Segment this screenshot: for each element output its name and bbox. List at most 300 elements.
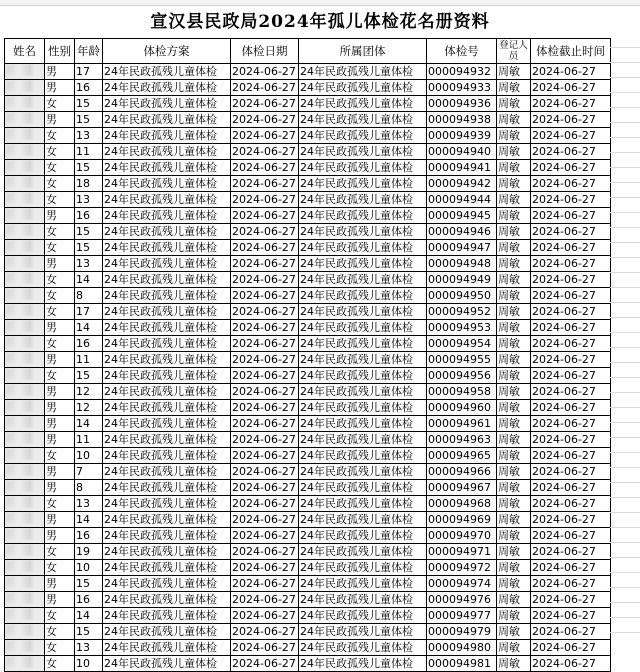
cell-age[interactable]: 7 [75, 464, 103, 480]
cell-name-redacted[interactable] [5, 64, 45, 80]
cell-age[interactable]: 8 [75, 480, 103, 496]
cell-group[interactable]: 24年民政孤残儿童体检 [299, 192, 427, 208]
cell-gender[interactable]: 男 [45, 112, 75, 128]
cell-staff[interactable]: 周敏 [497, 592, 531, 608]
cell-date[interactable]: 2024-06-27 [231, 208, 299, 224]
cell-name-redacted[interactable] [5, 512, 45, 528]
cell-staff[interactable]: 周敏 [497, 160, 531, 176]
cell-gender[interactable]: 女 [45, 224, 75, 240]
header-gender[interactable]: 性别 [45, 39, 75, 64]
cell-name-redacted[interactable] [5, 176, 45, 192]
cell-group[interactable]: 24年民政孤残儿童体检 [299, 288, 427, 304]
cell-group[interactable]: 24年民政孤残儿童体检 [299, 272, 427, 288]
cell-deadline[interactable]: 2024-06-27 [531, 384, 611, 400]
cell-group[interactable]: 24年民政孤残儿童体检 [299, 464, 427, 480]
cell-plan[interactable]: 24年民政孤残儿童体检 [103, 592, 231, 608]
cell-name-redacted[interactable] [5, 80, 45, 96]
cell-plan[interactable]: 24年民政孤残儿童体检 [103, 64, 231, 80]
cell-exam-id[interactable]: 000094981 [427, 656, 497, 672]
cell-age[interactable]: 19 [75, 544, 103, 560]
cell-group[interactable]: 24年民政孤残儿童体检 [299, 416, 427, 432]
cell-deadline[interactable]: 2024-06-27 [531, 288, 611, 304]
cell-plan[interactable]: 24年民政孤残儿童体检 [103, 192, 231, 208]
cell-date[interactable]: 2024-06-27 [231, 112, 299, 128]
cell-plan[interactable]: 24年民政孤残儿童体检 [103, 624, 231, 640]
cell-age[interactable]: 15 [75, 240, 103, 256]
cell-exam-id[interactable]: 000094942 [427, 176, 497, 192]
cell-name-redacted[interactable] [5, 656, 45, 672]
cell-date[interactable]: 2024-06-27 [231, 624, 299, 640]
cell-date[interactable]: 2024-06-27 [231, 656, 299, 672]
cell-plan[interactable]: 24年民政孤残儿童体检 [103, 336, 231, 352]
cell-name-redacted[interactable] [5, 608, 45, 624]
cell-date[interactable]: 2024-06-27 [231, 400, 299, 416]
cell-age[interactable]: 14 [75, 512, 103, 528]
cell-age[interactable]: 15 [75, 624, 103, 640]
cell-gender[interactable]: 女 [45, 448, 75, 464]
header-deadline[interactable]: 体检截止时间 [531, 39, 611, 64]
cell-age[interactable]: 16 [75, 80, 103, 96]
cell-staff[interactable]: 周敏 [497, 64, 531, 80]
header-name[interactable]: 姓名 [5, 39, 45, 64]
cell-deadline[interactable]: 2024-06-27 [531, 304, 611, 320]
cell-deadline[interactable]: 2024-06-27 [531, 400, 611, 416]
cell-name-redacted[interactable] [5, 528, 45, 544]
cell-exam-id[interactable]: 000094966 [427, 464, 497, 480]
cell-age[interactable]: 8 [75, 288, 103, 304]
cell-gender[interactable]: 男 [45, 320, 75, 336]
cell-plan[interactable]: 24年民政孤残儿童体检 [103, 576, 231, 592]
cell-date[interactable]: 2024-06-27 [231, 64, 299, 80]
cell-deadline[interactable]: 2024-06-27 [531, 448, 611, 464]
cell-group[interactable]: 24年民政孤残儿童体检 [299, 160, 427, 176]
cell-gender[interactable]: 男 [45, 576, 75, 592]
cell-group[interactable]: 24年民政孤残儿童体检 [299, 480, 427, 496]
cell-deadline[interactable]: 2024-06-27 [531, 336, 611, 352]
cell-age[interactable]: 11 [75, 432, 103, 448]
cell-group[interactable]: 24年民政孤残儿童体检 [299, 560, 427, 576]
cell-date[interactable]: 2024-06-27 [231, 352, 299, 368]
cell-exam-id[interactable]: 000094956 [427, 368, 497, 384]
cell-group[interactable]: 24年民政孤残儿童体检 [299, 112, 427, 128]
cell-name-redacted[interactable] [5, 544, 45, 560]
cell-staff[interactable]: 周敏 [497, 128, 531, 144]
cell-plan[interactable]: 24年民政孤残儿童体检 [103, 272, 231, 288]
cell-group[interactable]: 24年民政孤残儿童体检 [299, 96, 427, 112]
cell-staff[interactable]: 周敏 [497, 496, 531, 512]
cell-age[interactable]: 16 [75, 528, 103, 544]
cell-age[interactable]: 15 [75, 112, 103, 128]
cell-gender[interactable]: 女 [45, 144, 75, 160]
cell-exam-id[interactable]: 000094965 [427, 448, 497, 464]
cell-age[interactable]: 13 [75, 192, 103, 208]
cell-group[interactable]: 24年民政孤残儿童体检 [299, 608, 427, 624]
cell-date[interactable]: 2024-06-27 [231, 256, 299, 272]
cell-staff[interactable]: 周敏 [497, 288, 531, 304]
cell-date[interactable]: 2024-06-27 [231, 368, 299, 384]
cell-exam-id[interactable]: 000094936 [427, 96, 497, 112]
cell-exam-id[interactable]: 000094933 [427, 80, 497, 96]
cell-deadline[interactable]: 2024-06-27 [531, 80, 611, 96]
cell-exam-id[interactable]: 000094968 [427, 496, 497, 512]
cell-name-redacted[interactable] [5, 288, 45, 304]
cell-plan[interactable]: 24年民政孤残儿童体检 [103, 224, 231, 240]
cell-deadline[interactable]: 2024-06-27 [531, 656, 611, 672]
cell-exam-id[interactable]: 000094976 [427, 592, 497, 608]
cell-deadline[interactable]: 2024-06-27 [531, 96, 611, 112]
cell-age[interactable]: 15 [75, 576, 103, 592]
cell-exam-id[interactable]: 000094958 [427, 384, 497, 400]
cell-deadline[interactable]: 2024-06-27 [531, 240, 611, 256]
cell-deadline[interactable]: 2024-06-27 [531, 464, 611, 480]
cell-deadline[interactable]: 2024-06-27 [531, 160, 611, 176]
cell-exam-id[interactable]: 000094952 [427, 304, 497, 320]
cell-staff[interactable]: 周敏 [497, 384, 531, 400]
cell-gender[interactable]: 男 [45, 80, 75, 96]
cell-deadline[interactable]: 2024-06-27 [531, 352, 611, 368]
cell-age[interactable]: 12 [75, 384, 103, 400]
cell-plan[interactable]: 24年民政孤残儿童体检 [103, 256, 231, 272]
cell-exam-id[interactable]: 000094980 [427, 640, 497, 656]
cell-plan[interactable]: 24年民政孤残儿童体检 [103, 80, 231, 96]
cell-exam-id[interactable]: 000094947 [427, 240, 497, 256]
cell-group[interactable]: 24年民政孤残儿童体检 [299, 640, 427, 656]
cell-date[interactable]: 2024-06-27 [231, 496, 299, 512]
cell-gender[interactable]: 女 [45, 96, 75, 112]
cell-staff[interactable]: 周敏 [497, 432, 531, 448]
cell-age[interactable]: 10 [75, 656, 103, 672]
cell-staff[interactable]: 周敏 [497, 640, 531, 656]
cell-age[interactable]: 15 [75, 368, 103, 384]
cell-date[interactable]: 2024-06-27 [231, 272, 299, 288]
cell-group[interactable]: 24年民政孤残儿童体检 [299, 176, 427, 192]
cell-group[interactable]: 24年民政孤残儿童体检 [299, 128, 427, 144]
cell-plan[interactable]: 24年民政孤残儿童体检 [103, 368, 231, 384]
cell-group[interactable]: 24年民政孤残儿童体检 [299, 256, 427, 272]
cell-plan[interactable]: 24年民政孤残儿童体检 [103, 144, 231, 160]
cell-gender[interactable]: 男 [45, 416, 75, 432]
cell-deadline[interactable]: 2024-06-27 [531, 640, 611, 656]
cell-name-redacted[interactable] [5, 592, 45, 608]
cell-name-redacted[interactable] [5, 352, 45, 368]
cell-deadline[interactable]: 2024-06-27 [531, 608, 611, 624]
cell-exam-id[interactable]: 000094948 [427, 256, 497, 272]
cell-group[interactable]: 24年民政孤残儿童体检 [299, 432, 427, 448]
cell-group[interactable]: 24年民政孤残儿童体检 [299, 224, 427, 240]
cell-age[interactable]: 13 [75, 256, 103, 272]
cell-plan[interactable]: 24年民政孤残儿童体检 [103, 528, 231, 544]
cell-name-redacted[interactable] [5, 464, 45, 480]
cell-exam-id[interactable]: 000094940 [427, 144, 497, 160]
cell-group[interactable]: 24年民政孤残儿童体检 [299, 64, 427, 80]
cell-gender[interactable]: 女 [45, 288, 75, 304]
cell-plan[interactable]: 24年民政孤残儿童体检 [103, 320, 231, 336]
cell-gender[interactable]: 男 [45, 464, 75, 480]
cell-group[interactable]: 24年民政孤残儿童体检 [299, 304, 427, 320]
cell-gender[interactable]: 男 [45, 432, 75, 448]
cell-gender[interactable]: 女 [45, 656, 75, 672]
cell-exam-id[interactable]: 000094972 [427, 560, 497, 576]
cell-staff[interactable]: 周敏 [497, 80, 531, 96]
cell-date[interactable]: 2024-06-27 [231, 384, 299, 400]
cell-gender[interactable]: 女 [45, 272, 75, 288]
header-age[interactable]: 年龄 [75, 39, 103, 64]
cell-exam-id[interactable]: 000094967 [427, 480, 497, 496]
cell-date[interactable]: 2024-06-27 [231, 160, 299, 176]
cell-staff[interactable]: 周敏 [497, 400, 531, 416]
cell-date[interactable]: 2024-06-27 [231, 416, 299, 432]
cell-exam-id[interactable]: 000094945 [427, 208, 497, 224]
cell-plan[interactable]: 24年民政孤残儿童体检 [103, 432, 231, 448]
cell-deadline[interactable]: 2024-06-27 [531, 416, 611, 432]
cell-name-redacted[interactable] [5, 432, 45, 448]
cell-plan[interactable]: 24年民政孤残儿童体检 [103, 96, 231, 112]
cell-gender[interactable]: 女 [45, 160, 75, 176]
cell-staff[interactable]: 周敏 [497, 320, 531, 336]
cell-name-redacted[interactable] [5, 96, 45, 112]
cell-plan[interactable]: 24年民政孤残儿童体检 [103, 304, 231, 320]
cell-date[interactable]: 2024-06-27 [231, 96, 299, 112]
cell-age[interactable]: 14 [75, 320, 103, 336]
cell-date[interactable]: 2024-06-27 [231, 224, 299, 240]
cell-exam-id[interactable]: 000094961 [427, 416, 497, 432]
cell-gender[interactable]: 女 [45, 128, 75, 144]
cell-group[interactable]: 24年民政孤残儿童体检 [299, 336, 427, 352]
cell-group[interactable]: 24年民政孤残儿童体检 [299, 80, 427, 96]
cell-deadline[interactable]: 2024-06-27 [531, 320, 611, 336]
cell-date[interactable]: 2024-06-27 [231, 336, 299, 352]
cell-plan[interactable]: 24年民政孤残儿童体检 [103, 544, 231, 560]
cell-plan[interactable]: 24年民政孤残儿童体检 [103, 288, 231, 304]
cell-age[interactable]: 14 [75, 608, 103, 624]
cell-age[interactable]: 18 [75, 176, 103, 192]
cell-date[interactable]: 2024-06-27 [231, 480, 299, 496]
cell-plan[interactable]: 24年民政孤残儿童体检 [103, 448, 231, 464]
header-date[interactable]: 体检日期 [231, 39, 299, 64]
cell-deadline[interactable]: 2024-06-27 [531, 128, 611, 144]
cell-name-redacted[interactable] [5, 576, 45, 592]
cell-exam-id[interactable]: 000094971 [427, 544, 497, 560]
cell-age[interactable]: 15 [75, 96, 103, 112]
cell-staff[interactable]: 周敏 [497, 208, 531, 224]
cell-staff[interactable]: 周敏 [497, 368, 531, 384]
cell-gender[interactable]: 男 [45, 352, 75, 368]
cell-group[interactable]: 24年民政孤残儿童体检 [299, 208, 427, 224]
cell-exam-id[interactable]: 000094979 [427, 624, 497, 640]
cell-staff[interactable]: 周敏 [497, 480, 531, 496]
cell-staff[interactable]: 周敏 [497, 624, 531, 640]
cell-date[interactable]: 2024-06-27 [231, 464, 299, 480]
cell-exam-id[interactable]: 000094939 [427, 128, 497, 144]
cell-age[interactable]: 13 [75, 128, 103, 144]
cell-deadline[interactable]: 2024-06-27 [531, 432, 611, 448]
cell-exam-id[interactable]: 000094950 [427, 288, 497, 304]
cell-date[interactable]: 2024-06-27 [231, 576, 299, 592]
cell-exam-id[interactable]: 000094944 [427, 192, 497, 208]
cell-exam-id[interactable]: 000094946 [427, 224, 497, 240]
cell-name-redacted[interactable] [5, 272, 45, 288]
cell-exam-id[interactable]: 000094954 [427, 336, 497, 352]
cell-group[interactable]: 24年民政孤残儿童体检 [299, 448, 427, 464]
cell-deadline[interactable]: 2024-06-27 [531, 368, 611, 384]
cell-plan[interactable]: 24年民政孤残儿童体检 [103, 416, 231, 432]
cell-date[interactable]: 2024-06-27 [231, 192, 299, 208]
cell-name-redacted[interactable] [5, 112, 45, 128]
cell-deadline[interactable]: 2024-06-27 [531, 64, 611, 80]
cell-gender[interactable]: 男 [45, 592, 75, 608]
cell-deadline[interactable]: 2024-06-27 [531, 576, 611, 592]
cell-staff[interactable]: 周敏 [497, 528, 531, 544]
cell-deadline[interactable]: 2024-06-27 [531, 208, 611, 224]
cell-staff[interactable]: 周敏 [497, 96, 531, 112]
cell-name-redacted[interactable] [5, 368, 45, 384]
cell-deadline[interactable]: 2024-06-27 [531, 592, 611, 608]
cell-deadline[interactable]: 2024-06-27 [531, 512, 611, 528]
cell-staff[interactable]: 周敏 [497, 544, 531, 560]
cell-deadline[interactable]: 2024-06-27 [531, 224, 611, 240]
cell-staff[interactable]: 周敏 [497, 176, 531, 192]
cell-deadline[interactable]: 2024-06-27 [531, 112, 611, 128]
cell-deadline[interactable]: 2024-06-27 [531, 176, 611, 192]
cell-age[interactable]: 16 [75, 592, 103, 608]
cell-plan[interactable]: 24年民政孤残儿童体检 [103, 464, 231, 480]
cell-plan[interactable]: 24年民政孤残儿童体检 [103, 560, 231, 576]
cell-staff[interactable]: 周敏 [497, 304, 531, 320]
cell-gender[interactable]: 男 [45, 384, 75, 400]
cell-date[interactable]: 2024-06-27 [231, 528, 299, 544]
cell-date[interactable]: 2024-06-27 [231, 608, 299, 624]
cell-group[interactable]: 24年民政孤残儿童体检 [299, 144, 427, 160]
cell-plan[interactable]: 24年民政孤残儿童体检 [103, 112, 231, 128]
cell-group[interactable]: 24年民政孤残儿童体检 [299, 320, 427, 336]
cell-staff[interactable]: 周敏 [497, 560, 531, 576]
cell-deadline[interactable]: 2024-06-27 [531, 144, 611, 160]
cell-deadline[interactable]: 2024-06-27 [531, 544, 611, 560]
cell-plan[interactable]: 24年民政孤残儿童体检 [103, 656, 231, 672]
cell-plan[interactable]: 24年民政孤残儿童体检 [103, 208, 231, 224]
cell-name-redacted[interactable] [5, 560, 45, 576]
cell-plan[interactable]: 24年民政孤残儿童体检 [103, 640, 231, 656]
cell-date[interactable]: 2024-06-27 [231, 432, 299, 448]
cell-group[interactable]: 24年民政孤残儿童体检 [299, 384, 427, 400]
cell-name-redacted[interactable] [5, 640, 45, 656]
cell-gender[interactable]: 女 [45, 640, 75, 656]
cell-group[interactable]: 24年民政孤残儿童体检 [299, 592, 427, 608]
cell-name-redacted[interactable] [5, 336, 45, 352]
cell-gender[interactable]: 女 [45, 544, 75, 560]
cell-gender[interactable]: 男 [45, 208, 75, 224]
cell-plan[interactable]: 24年民政孤残儿童体检 [103, 240, 231, 256]
cell-staff[interactable]: 周敏 [497, 656, 531, 672]
cell-plan[interactable]: 24年民政孤残儿童体检 [103, 384, 231, 400]
cell-gender[interactable]: 女 [45, 304, 75, 320]
cell-date[interactable]: 2024-06-27 [231, 592, 299, 608]
cell-plan[interactable]: 24年民政孤残儿童体检 [103, 496, 231, 512]
cell-name-redacted[interactable] [5, 304, 45, 320]
cell-group[interactable]: 24年民政孤残儿童体检 [299, 352, 427, 368]
cell-plan[interactable]: 24年民政孤残儿童体检 [103, 176, 231, 192]
cell-date[interactable]: 2024-06-27 [231, 288, 299, 304]
cell-exam-id[interactable]: 000094970 [427, 528, 497, 544]
cell-age[interactable]: 11 [75, 144, 103, 160]
cell-deadline[interactable]: 2024-06-27 [531, 496, 611, 512]
cell-deadline[interactable]: 2024-06-27 [531, 256, 611, 272]
cell-age[interactable]: 10 [75, 448, 103, 464]
cell-group[interactable]: 24年民政孤残儿童体检 [299, 400, 427, 416]
cell-name-redacted[interactable] [5, 208, 45, 224]
cell-gender[interactable]: 男 [45, 400, 75, 416]
cell-age[interactable]: 16 [75, 336, 103, 352]
cell-age[interactable]: 13 [75, 640, 103, 656]
cell-plan[interactable]: 24年民政孤残儿童体检 [103, 512, 231, 528]
cell-staff[interactable]: 周敏 [497, 192, 531, 208]
cell-gender[interactable]: 女 [45, 240, 75, 256]
cell-date[interactable]: 2024-06-27 [231, 240, 299, 256]
cell-deadline[interactable]: 2024-06-27 [531, 624, 611, 640]
cell-name-redacted[interactable] [5, 624, 45, 640]
cell-deadline[interactable]: 2024-06-27 [531, 528, 611, 544]
cell-exam-id[interactable]: 000094974 [427, 576, 497, 592]
cell-date[interactable]: 2024-06-27 [231, 80, 299, 96]
header-exam-id[interactable]: 体检号 [427, 39, 497, 64]
cell-group[interactable]: 24年民政孤残儿童体检 [299, 512, 427, 528]
cell-staff[interactable]: 周敏 [497, 144, 531, 160]
cell-gender[interactable]: 女 [45, 624, 75, 640]
cell-staff[interactable]: 周敏 [497, 256, 531, 272]
cell-gender[interactable]: 男 [45, 64, 75, 80]
cell-gender[interactable]: 男 [45, 256, 75, 272]
cell-group[interactable]: 24年民政孤残儿童体检 [299, 368, 427, 384]
cell-name-redacted[interactable] [5, 480, 45, 496]
cell-exam-id[interactable]: 000094953 [427, 320, 497, 336]
cell-staff[interactable]: 周敏 [497, 272, 531, 288]
cell-gender[interactable]: 女 [45, 192, 75, 208]
cell-deadline[interactable]: 2024-06-27 [531, 272, 611, 288]
header-staff[interactable]: 登记人员 [497, 39, 531, 64]
cell-deadline[interactable]: 2024-06-27 [531, 560, 611, 576]
cell-exam-id[interactable]: 000094949 [427, 272, 497, 288]
cell-exam-id[interactable]: 000094932 [427, 64, 497, 80]
cell-gender[interactable]: 男 [45, 480, 75, 496]
cell-age[interactable]: 13 [75, 496, 103, 512]
cell-age[interactable]: 11 [75, 352, 103, 368]
cell-gender[interactable]: 男 [45, 512, 75, 528]
cell-plan[interactable]: 24年民政孤残儿童体检 [103, 400, 231, 416]
cell-date[interactable]: 2024-06-27 [231, 128, 299, 144]
cell-plan[interactable]: 24年民政孤残儿童体检 [103, 160, 231, 176]
cell-name-redacted[interactable] [5, 240, 45, 256]
cell-age[interactable]: 14 [75, 272, 103, 288]
cell-name-redacted[interactable] [5, 224, 45, 240]
cell-name-redacted[interactable] [5, 384, 45, 400]
cell-name-redacted[interactable] [5, 192, 45, 208]
cell-exam-id[interactable]: 000094955 [427, 352, 497, 368]
cell-deadline[interactable]: 2024-06-27 [531, 192, 611, 208]
cell-date[interactable]: 2024-06-27 [231, 176, 299, 192]
cell-plan[interactable]: 24年民政孤残儿童体检 [103, 352, 231, 368]
cell-staff[interactable]: 周敏 [497, 608, 531, 624]
cell-name-redacted[interactable] [5, 256, 45, 272]
cell-age[interactable]: 17 [75, 304, 103, 320]
cell-date[interactable]: 2024-06-27 [231, 512, 299, 528]
cell-staff[interactable]: 周敏 [497, 512, 531, 528]
cell-name-redacted[interactable] [5, 144, 45, 160]
header-plan[interactable]: 体检方案 [103, 39, 231, 64]
cell-name-redacted[interactable] [5, 496, 45, 512]
cell-gender[interactable]: 女 [45, 608, 75, 624]
cell-gender[interactable]: 女 [45, 368, 75, 384]
cell-exam-id[interactable]: 000094960 [427, 400, 497, 416]
